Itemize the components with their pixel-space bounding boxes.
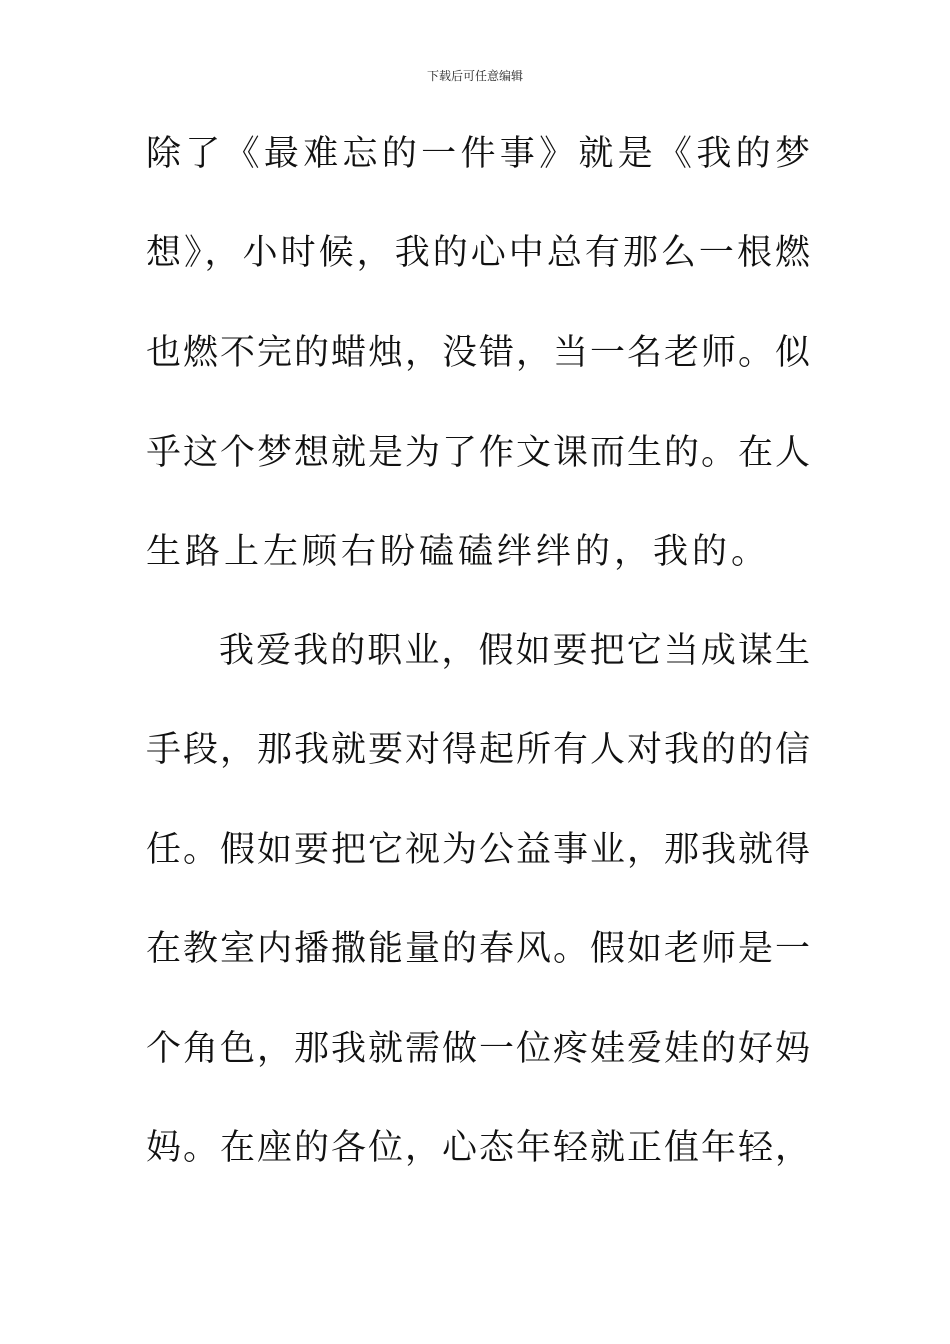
text-line: 妈。在座的各位，心态年轻就正值年轻， [146, 1128, 810, 1168]
text-line: 我爱我的职业，假如要把它当成谋生 [219, 631, 810, 671]
text-line: 也燃不完的蜡烛，没错，当一名老师。似 [146, 333, 810, 373]
text-line: 生路上左顾右盼磕磕绊绊的，我的。 [146, 532, 771, 572]
text-line: 任。假如要把它视为公益事业，那我就得 [146, 830, 810, 870]
text-line: 乎这个梦想就是为了作文课而生的。在人 [146, 433, 810, 473]
text-line: 除了《最难忘的一件事》就是《我的梦 [146, 134, 810, 174]
text-line: 想》，小时候，我的心中总有那么一根燃 [146, 233, 810, 273]
text-line: 手段，那我就要对得起所有人对我的的信 [146, 730, 810, 770]
text-line: 在教室内播撒能量的春风。假如老师是一 [146, 929, 810, 969]
header-note: 下载后可任意编辑 [426, 69, 523, 83]
text-line: 个角色，那我就需做一位疼娃爱娃的好妈 [146, 1029, 810, 1069]
